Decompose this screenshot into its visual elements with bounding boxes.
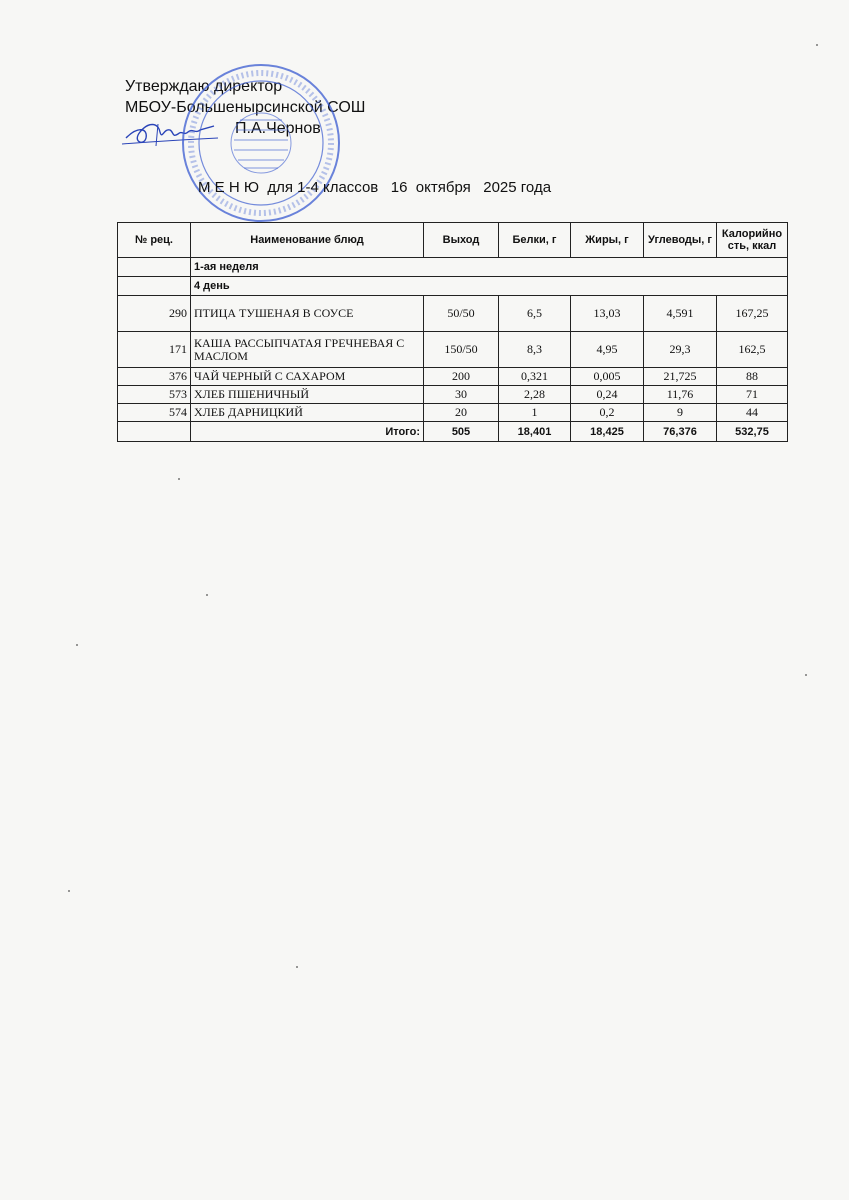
table-row	[118, 404, 788, 422]
dish-fat: 0,24	[571, 386, 644, 404]
dish-protein: 8,3	[499, 332, 571, 368]
total-output: 505	[424, 422, 499, 442]
total-fat: 18,425	[571, 422, 644, 442]
scan-speck	[296, 966, 298, 968]
day-label: 4 день	[191, 277, 788, 296]
dish-name: ХЛЕБ ДАРНИЦКИЙ	[191, 404, 424, 422]
dish-calories: 71	[717, 386, 788, 404]
header-protein: Белки, г	[499, 223, 571, 258]
recipe-number: 574	[118, 404, 191, 422]
menu-title: М Е Н Ю для 1-4 классов 16 октября 2025 года	[198, 179, 552, 196]
header-name: Наименование блюд	[191, 223, 424, 258]
header-recipe: № рец.	[118, 223, 191, 258]
dish-carbs: 11,76	[644, 386, 717, 404]
dish-protein: 1	[499, 404, 571, 422]
header-carbs: Углеводы, г	[644, 223, 717, 258]
dish-name: ЧАЙ ЧЕРНЫЙ С САХАРОМ	[191, 368, 424, 386]
header-output: Выход	[424, 223, 499, 258]
scan-speck	[178, 478, 180, 480]
scan-speck	[68, 890, 70, 892]
scan-speck	[805, 674, 807, 676]
table-header-row	[118, 223, 788, 258]
total-carbs: 76,376	[644, 422, 717, 442]
table-row	[118, 386, 788, 404]
total-row	[118, 422, 788, 442]
menu-table	[117, 222, 788, 442]
dish-carbs: 29,3	[644, 332, 717, 368]
recipe-number: 290	[118, 296, 191, 332]
dish-fat: 0,2	[571, 404, 644, 422]
approval-title: Утверждаю директор	[125, 78, 283, 95]
total-calories: 532,75	[717, 422, 788, 442]
dish-name: КАША РАССЫПЧАТАЯ ГРЕЧНЕВАЯ С МАСЛОМ	[191, 332, 424, 368]
dish-calories: 88	[717, 368, 788, 386]
week-label: 1-ая неделя	[191, 258, 788, 277]
recipe-number: 573	[118, 386, 191, 404]
recipe-number: 376	[118, 368, 191, 386]
dish-calories: 44	[717, 404, 788, 422]
dish-calories: 167,25	[717, 296, 788, 332]
dish-output: 50/50	[424, 296, 499, 332]
header-calories: Калорийно сть, ккал	[717, 223, 788, 258]
scan-speck	[206, 594, 208, 596]
dish-carbs: 4,591	[644, 296, 717, 332]
recipe-number: 171	[118, 332, 191, 368]
dish-fat: 0,005	[571, 368, 644, 386]
dish-carbs: 21,725	[644, 368, 717, 386]
approval-block	[125, 76, 365, 139]
dish-output: 150/50	[424, 332, 499, 368]
school-name: МБОУ-Большенырсинской СОШ	[125, 99, 366, 116]
table-row	[118, 332, 788, 368]
dish-protein: 6,5	[499, 296, 571, 332]
dish-calories: 162,5	[717, 332, 788, 368]
scan-speck	[76, 644, 78, 646]
header-fat: Жиры, г	[571, 223, 644, 258]
table-row	[118, 368, 788, 386]
dish-fat: 13,03	[571, 296, 644, 332]
week-row	[118, 258, 788, 277]
dish-output: 200	[424, 368, 499, 386]
director-name: П.А.Чернов	[235, 120, 321, 137]
dish-output: 20	[424, 404, 499, 422]
dish-output: 30	[424, 386, 499, 404]
day-row	[118, 277, 788, 296]
dish-protein: 0,321	[499, 368, 571, 386]
dish-name: ХЛЕБ ПШЕНИЧНЫЙ	[191, 386, 424, 404]
table-row	[118, 296, 788, 332]
total-label: Итого:	[191, 422, 424, 442]
dish-protein: 2,28	[499, 386, 571, 404]
total-protein: 18,401	[499, 422, 571, 442]
scan-speck	[816, 44, 818, 46]
dish-fat: 4,95	[571, 332, 644, 368]
dish-name: ПТИЦА ТУШЕНАЯ В СОУСЕ	[191, 296, 424, 332]
dish-carbs: 9	[644, 404, 717, 422]
